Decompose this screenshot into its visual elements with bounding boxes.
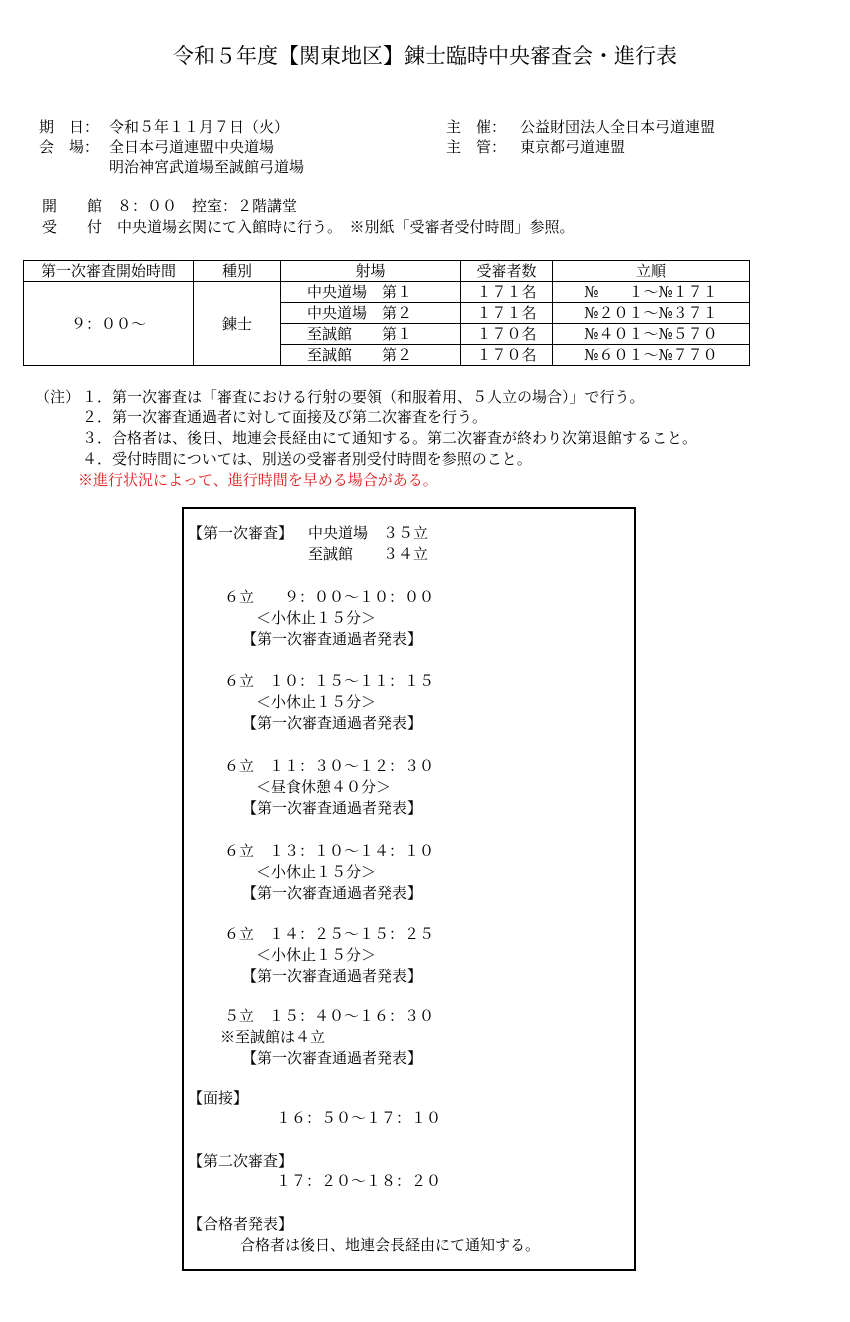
order-cell: №４０１～№５７０ [553,324,750,345]
round-announce: 【第一次審査通過者発表】 [242,967,423,985]
reception-line: 受 付 中央道場玄関にて入館時に行う。 ※別紙「受審者受付時間」参照。 [42,218,575,236]
date-value: 令和５年１１月７日（火） [109,118,290,136]
open-time-line: 開 館 ８：００ 控室：２階講堂 [42,197,298,215]
round-announce: 【第一次審査通過者発表】 [242,1049,423,1067]
count-cell: １７０名 [461,324,553,345]
round-break: ＜小休止１５分＞ [256,863,377,881]
order-cell: № １～№１７１ [553,282,750,303]
round-time: ６立 ９：００～１０：００ [224,588,435,606]
round-break: ＜昼食休憩４０分＞ [256,778,392,796]
venue-cell: 中央道場 第２ [281,303,461,324]
venue-cell: 中央道場 第１ [281,282,461,303]
order-cell: №２０１～№３７１ [553,303,750,324]
first-exam-heading: 【第一次審査】 [188,524,294,542]
table-header: 第一次審査開始時間 [24,261,194,282]
round-time: ６立 １０：１５～１１：１５ [224,672,435,690]
first-exam-venue-1: 中央道場 ３５立 [308,524,429,542]
round-break: ※至誠館は４立 [220,1028,326,1046]
warning-note: ※進行状況によって、進行時間を早める場合がある。 [78,471,438,489]
round-time: ６立 １４：２５～１５：２５ [224,925,435,943]
date-label: 期 日： [39,118,100,136]
round-announce: 【第一次審査通過者発表】 [242,884,423,902]
count-cell: １７１名 [461,303,553,324]
notes-prefix: （注） [35,388,81,406]
result-heading: 【合格者発表】 [188,1215,294,1233]
count-cell: １７０名 [461,345,553,366]
second-exam-heading: 【第二次審査】 [188,1152,294,1170]
table-header-row [24,261,750,282]
note-item: １．第一次審査は「審査における行射の要領（和服着用、５人立の場合）」で行う。 [82,388,645,406]
note-item: ２．第一次審査通過者に対して面接及び第二次審査を行う。 [82,408,488,426]
note-item: ３．合格者は、後日、地連会長経由にて通知する。第二次審査が終わり次第退館すること。 [82,429,698,447]
interview-heading: 【面接】 [188,1089,249,1107]
venue-cell: 至誠館 第２ [281,345,461,366]
round-time: ５立 １５：４０～１６：３０ [224,1007,435,1025]
second-exam-time: １７：２０～１８：２０ [276,1172,442,1190]
table-header: 射場 [281,261,461,282]
round-time: ６立 １１：３０～１２：３０ [224,757,435,775]
page-title: 令和５年度【関東地区】錬士臨時中央審査会・進行表 [173,44,677,68]
round-break: ＜小休止１５分＞ [256,946,377,964]
round-time: ６立 １３：１０～１４：１０ [224,842,435,860]
manager-label: 主 管： [446,138,507,156]
table-row [24,282,750,303]
first-exam-venue-2: 至誠館 ３４立 [308,545,429,563]
venue-line-2: 明治神宮武道場至誠館弓道場 [109,158,305,176]
venue-line-1: 全日本弓道連盟中央道場 [109,138,275,156]
organizer-value: 公益財団法人全日本弓道連盟 [520,118,716,136]
order-cell: №６０１～№７７０ [553,345,750,366]
round-break: ＜小休止１５分＞ [256,693,377,711]
organizer-label: 主 催： [446,118,507,136]
schedule-table [23,260,750,366]
count-cell: １７１名 [461,282,553,303]
round-announce: 【第一次審査通過者発表】 [242,630,423,648]
result-text: 合格者は後日、地連会長経由にて通知する。 [240,1236,541,1254]
manager-value: 東京都弓道連盟 [520,138,626,156]
round-announce: 【第一次審査通過者発表】 [242,799,423,817]
table-header: 立順 [553,261,750,282]
round-announce: 【第一次審査通過者発表】 [242,714,423,732]
venue-cell: 至誠館 第１ [281,324,461,345]
interview-time: １６：５０～１７：１０ [276,1109,442,1127]
venue-label: 会 場： [39,138,100,156]
start-time-cell: ９：００～ [24,282,194,366]
schedule-box [182,507,636,1271]
category-cell: 錬士 [194,282,281,366]
table-header: 受審者数 [461,261,553,282]
note-item: ４．受付時間については、別送の受審者別受付時間を参照のこと。 [82,450,532,468]
round-break: ＜小休止１５分＞ [256,609,377,627]
table-header: 種別 [194,261,281,282]
